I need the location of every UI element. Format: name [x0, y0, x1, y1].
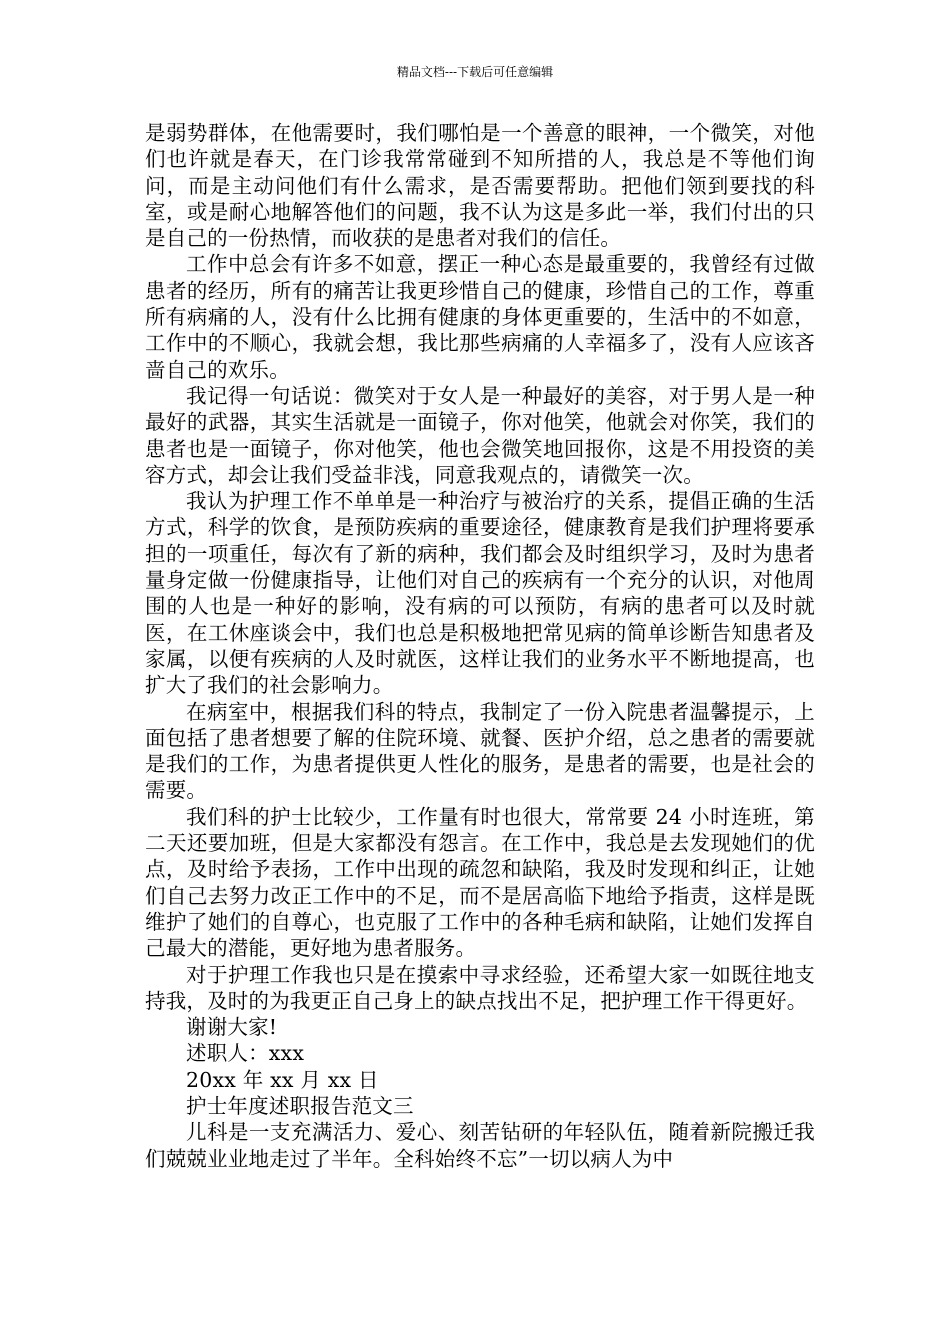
document-body — [145, 120, 815, 1172]
paragraph-8: 儿科是一支充满活力、爱心、刻苦钻研的年轻队伍，随着新院搬迁我们兢兢业业地走过了半年。全科始终不忘”一切以病人为中 — [145, 1120, 815, 1171]
paragraph-4: 我认为护理工作不单单是一种治疗与被治疗的关系，提倡正确的生活方式，科学的饮食，是预防疾病的重要途径，健康教育是我们护理将要承担的一项重任，每次有了新的病种，我们都会及时组织学习，及时为患者量身定做一份健康指导，让他们对自己的疾病有一个充分的认识，对他周围的人也是一种好的影响，没有病的可以预防，有病的患者可以及时就医，在工休座谈会中，我们也总是积极地把常见病的简单诊断告知患者及家属，以便有疾病的人及时就医，这样让我们的业务水平不断地提高，也扩大了我们的社会影响力。 — [145, 489, 815, 698]
paragraph-5: 在病室中，根据我们科的特点，我制定了一份入院患者温馨提示，上面包括了患者想要了解的住院环境、就餐、医护介绍，总之患者的需要就是我们的工作，为患者提供更人性化的服务，是患者的需要，也是社会的需要。 — [145, 699, 815, 803]
paragraph-3: 我记得一句话说：微笑对于女人是一种最好的美容，对于男人是一种最好的武器，其实生活就是一面镜子，你对他笑，他就会对你笑，我们的患者也是一面镜子，你对他笑，他也会微笑地回报你，这是不用投资的美容方式，却会让我们受益非浅，同意我观点的，请微笑一次。 — [145, 383, 815, 487]
signature-line: 述职人：xxx — [186, 1041, 305, 1066]
paragraph-2: 工作中总会有许多不如意，摆正一种心态是最重要的，我曾经有过做患者的经历，所有的痛苦让我更珍惜自己的健康，珍惜自己的工作，尊重所有病痛的人，没有什么比拥有健康的身体更重要的，生活中的不如意，工作中的不顺心，我就会想，我比那些病痛的人幸福多了，没有人应该吝啬自己的欢乐。 — [145, 252, 815, 382]
page-header: 精品文档---下载后可任意编辑 — [396, 65, 554, 79]
section-title: 护士年度述职报告范文三 — [186, 1093, 414, 1118]
paragraph-7: 对于护理工作我也只是在摸索中寻求经验，还希望大家一如既往地支持我，及时的为我更正自己身上的缺点找出不足，把护理工作干得更好。 — [145, 962, 815, 1013]
paragraph-6: 我们科的护士比较少，工作量有时也很大，常常要 24 小时连班，第二天还要加班，但是大家都没有怨言。在工作中，我总是去发现她们的优点，及时给予表扬，工作中出现的疏忽和缺陷，我及时发现和纠正，让她们自己去努力改正工作中的不足，而不是居高临下地给予指责，这样是既维护了她们的自尊心，也克服了工作中的各种毛病和缺陷，让她们发挥自己最大的潜能，更好地为患者服务。 — [145, 804, 815, 961]
closing-thanks: 谢谢大家! — [186, 1015, 278, 1040]
paragraph-1: 是弱势群体，在他需要时，我们哪怕是一个善意的眼神，一个微笑，对他们也许就是春天，在门诊我常常碰到不知所措的人，我总是不等他们询问，而是主动问他们有什么需求，是否需要帮助。把他们领到要找的科室，或是耐心地解答他们的问题，我不认为这是多此一举，我们付出的只是自己的一份热情，而收获的是患者对我们的信任。 — [145, 121, 815, 251]
date-line: 20xx 年 xx 月 xx 日 — [186, 1067, 379, 1092]
